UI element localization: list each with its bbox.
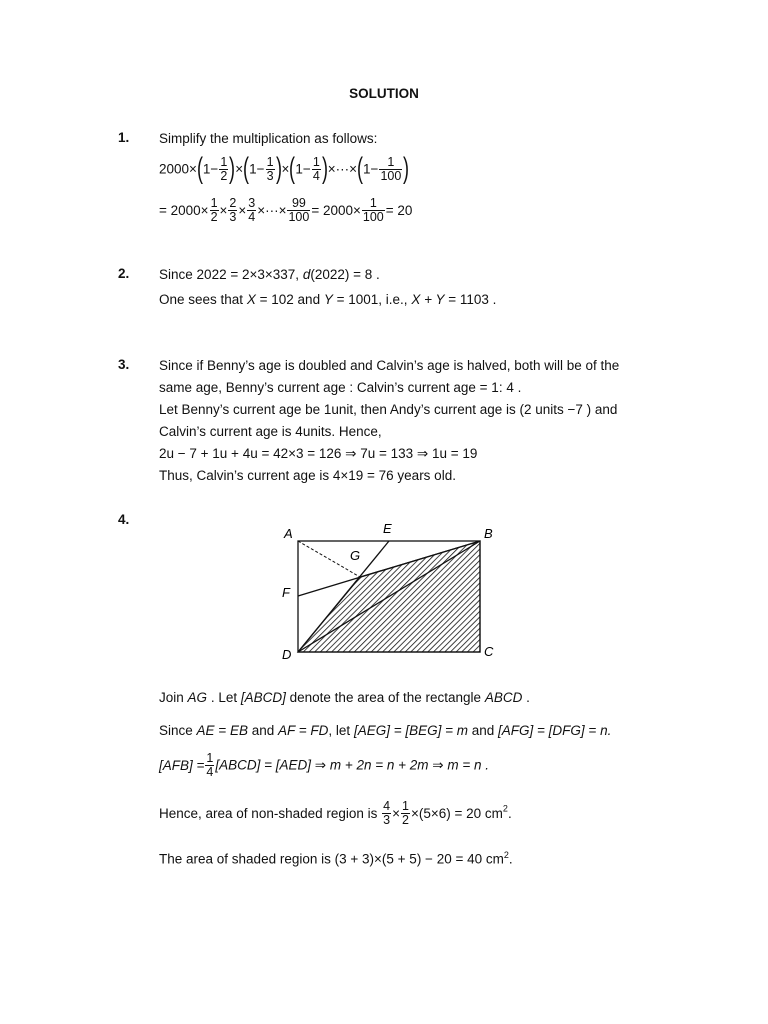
problem-4-number: 4. [118, 512, 130, 527]
fraction: $\frac{99}{100}$ [288, 196, 310, 224]
problem-2-number: 2. [118, 266, 130, 281]
fraction: $\frac{4}{3}$ [383, 799, 391, 827]
fraction: $\frac{1}{100}$ [380, 154, 402, 183]
fraction: $\frac{1}{100}$ [362, 196, 384, 224]
label-g: G [350, 548, 361, 563]
problem-2-line-2: One sees that X = 102 and Y = 1001, i.e., X + Y = 1103 . [159, 292, 497, 307]
problem-4-line-3: [AFB] = $\frac{1}{4}$ [ABCD] = [AED] ⇒ m + 2n = n + 2m ⇒ m = n . [159, 751, 489, 779]
label-a: A [284, 526, 293, 541]
fraction: $\frac{1}{2}$ [220, 154, 228, 183]
page-title: SOLUTION [349, 86, 419, 101]
fraction: $\frac{1}{3}$ [266, 154, 274, 183]
problem-3-line-1: Since if Benny’s age is doubled and Calvin’s age is halved, both will be of the [159, 358, 620, 373]
problem-3-equation: 2u − 7 + 1u + 4u = 42×3 = 126 ⇒ 7u = 133 ⇒ 1u = 19 [159, 446, 478, 461]
problem-3-number: 3. [118, 357, 130, 372]
problem-4-line-1: Join AG . Let [ABCD] denote the area of the rectangle ABCD . [159, 690, 530, 705]
problem-1-expression-line-2: = 2000× $\frac{1}{2}$ × $\frac{2}{3}$ × $\frac{3}{4}$ ×···× $\frac{99}{100}$ = 2000× $\frac{1}{100}$ = 20 [159, 196, 413, 224]
problem-2-line-1: Since 2022 = 2×3×337, d(2022) = 8 . [159, 267, 380, 282]
label-c: C [484, 644, 494, 659]
problem-4-line-4: Hence, area of non-shaded region is $\frac{4}{3}$ × $\frac{1}{2}$ ×(5×6) = 20 $cm^2$. [159, 799, 512, 827]
fraction: $\frac{1}{2}$ [210, 196, 218, 224]
rectangle-diagram [270, 515, 510, 665]
problem-4-line-2: Since AE = EB and AF = FD, let [AEG] = [BEG] = m and [AFG] = [DFG] = n. [159, 723, 612, 738]
fraction: $\frac{3}{4}$ [248, 196, 256, 224]
problem-1-number: 1. [118, 130, 130, 145]
problem-3-line-4: Calvin’s current age is 4units. Hence, [159, 424, 382, 439]
label-b: B [484, 526, 493, 541]
problem-1-expression-line-1: 2000×(1− $\frac{1}{2}$ )×(1− $\frac{1}{3}$ )×(1− $\frac{1}{4}$ )×···×(1− $\frac{1}{100}$ ) [159, 152, 410, 185]
problem-3-line-3: Let Benny’s current age be 1unit, then Andy’s current age is (2 units −7 ) and [159, 402, 618, 417]
problem-3-line-2: same age, Benny’s current age : Calvin’s current age = 1: 4 . [159, 380, 522, 395]
label-e: E [383, 521, 392, 536]
fraction: $\frac{1}{4}$ [206, 751, 214, 779]
fraction: $\frac{1}{2}$ [402, 799, 409, 827]
problem-3-line-6: Thus, Calvin’s current age is 4×19 = 76 years old. [159, 468, 456, 483]
fraction: $\frac{1}{4}$ [312, 154, 320, 183]
fraction: $\frac{2}{3}$ [229, 196, 237, 224]
problem-4-line-5: The area of shaded region is (3 + 3)×(5 + 5) − 20 = 40 $cm^2$. [159, 850, 513, 867]
problem-1-intro: Simplify the multiplication as follows: [159, 131, 378, 146]
label-d: D [282, 647, 292, 662]
label-f: F [282, 585, 290, 600]
